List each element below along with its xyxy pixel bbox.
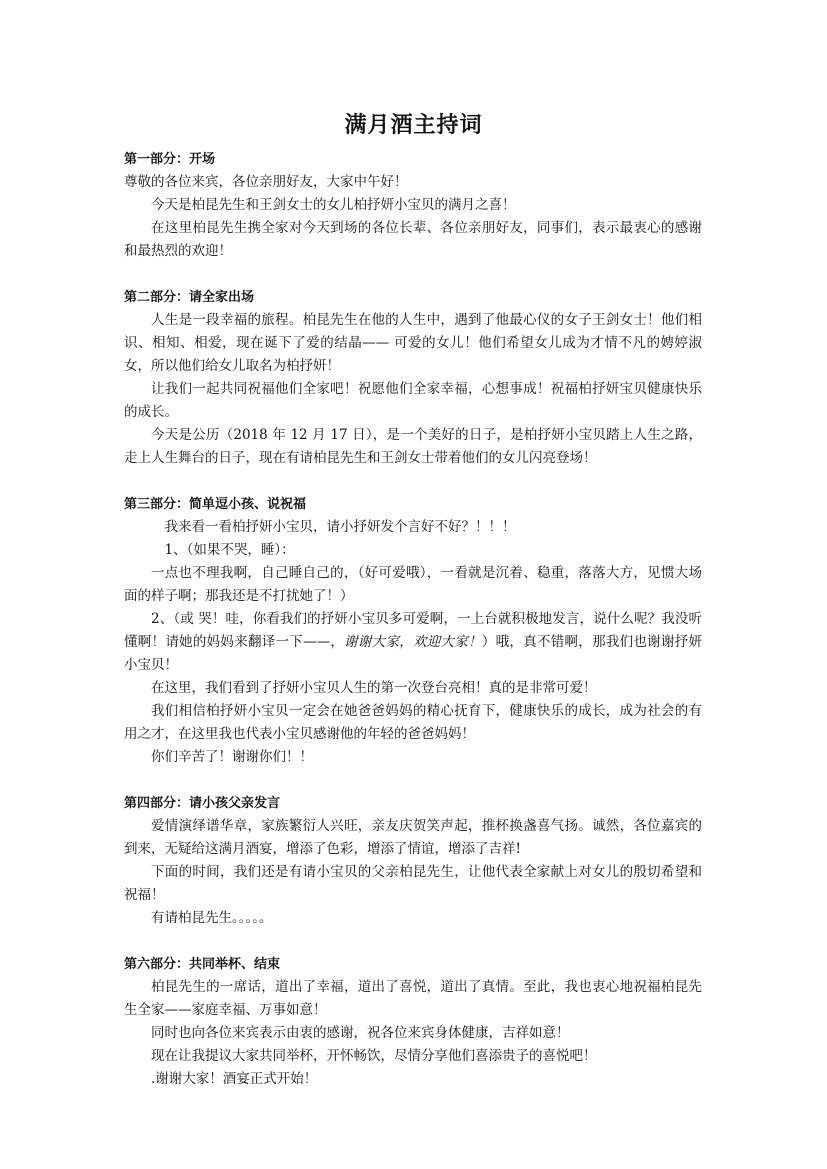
section-family-entrance [124,286,702,470]
paragraph: 让我们一起共同祝福他们全家吧！祝愿他们全家幸福，心想事成！祝福柏抒妍宝贝健康快乐的成长。 [124,381,702,420]
paragraph: 在这里，我们看到了抒妍小宝贝人生的第一次登台亮相！真的是非常可爱！ [151,680,597,696]
emphasis-text: 谢谢大家，欢迎大家！ [344,634,482,650]
paragraph: 有请柏昆先生。。。。。 [151,910,273,926]
section-opening [124,148,702,263]
section-heading: 第四部分：请小孩父亲发言 [124,796,281,811]
section-heading: 第六部分：共同举杯、结束 [124,957,281,972]
document-body [124,148,702,1114]
paragraph: .谢谢大家！酒宴正式开始！ [151,1071,318,1087]
section-toast-closing [124,953,702,1091]
section-heading: 第二部分：请全家出场 [124,290,255,305]
paragraph: 在这里柏昆先生携全家对今天到场的各位长辈、各位亲朋好友，同事们，表示最衷心的感谢和最热烈的欢迎！ [124,220,702,259]
document-title: 满月酒主持词 [344,112,483,138]
paragraph: 今天是柏昆先生和王剑女士的女儿柏抒妍小宝贝的满月之喜！ [151,197,516,213]
paragraph-text: 2、（或 哭！哇，你看我们的抒妍小宝贝多可爱啊，一上台就积极地发言，说什么呢？我没听懂啊！请她的妈妈来翻译一下——， [124,611,702,650]
paragraph: 我们相信柏抒妍小宝贝一定会在她爸爸妈妈的精心抚育下，健康快乐的成长，成为社会的有用之才，在这里我也代表小宝贝感谢他的年轻的爸爸妈妈！ [124,703,702,742]
paragraph: 你们辛苦了！谢谢你们！！ [151,749,313,765]
paragraph: 我来看一看柏抒妍小宝贝，请小抒妍发个言好不好？！！！ [164,519,516,535]
section-father-speech [124,792,702,930]
paragraph: 一点也不理我啊，自己睡自己的，（好可爱哦），一看就是沉着、稳重，落落大方，见惯大场面的样子啊；那我还是不打扰她了！） [124,565,702,604]
paragraph [124,608,702,677]
section-heading: 第一部分：开场 [124,152,216,167]
section-blessings [124,493,702,769]
paragraph: 人生是一段幸福的旅程。柏昆先生在他的人生中，遇到了他最心仪的女子王剑女士！他们相识、相知、相爱，现在诞下了爱的结晶—— 可爱的女儿！他们希望女儿成为才情不凡的娉婷淑女，所以他们给女儿取名为柏抒妍！ [124,312,702,374]
paragraph: 现在让我提议大家共同举杯，开怀畅饮，尽情分享他们喜添贵子的喜悦吧！ [151,1048,597,1064]
paragraph-text: ）哦，真不错啊，那我们也谢谢抒妍小宝贝！ [124,634,702,673]
paragraph: 1、（如果不哭，睡）： [164,542,295,558]
paragraph: 下面的时间，我们还是有请小宝贝的父亲柏昆先生，让他代表全家献上对女儿的殷切希望和祝福！ [124,864,702,903]
paragraph: 柏昆先生的一席话，道出了幸福，道出了喜悦，道出了真情。至此，我也衷心地祝福柏昆先生全家——家庭幸福、万事如意！ [124,979,702,1018]
paragraph: 尊敬的各位来宾，各位亲朋好友，大家中午好！ [124,174,408,190]
section-heading: 第三部分：简单逗小孩、说祝福 [124,497,307,512]
paragraph: 今天是公历（2018 年 12 月 17 日），是一个美好的日子，是柏抒妍小宝贝踏上人生之路，走上人生舞台的日子，现在有请柏昆先生和王剑女士带着他们的女儿闪亮登场！ [124,427,702,466]
paragraph: 爱情演绎谱华章，家族繁衍人兴旺，亲友庆贺笑声起，推杯换盏喜气扬。诚然，各位嘉宾的到来，无疑给这满月酒宴，增添了色彩，增添了情谊，增添了吉祥! [124,818,702,857]
paragraph: 同时也向各位来宾表示由衷的感谢，祝各位来宾身体健康，吉祥如意！ [151,1025,570,1041]
